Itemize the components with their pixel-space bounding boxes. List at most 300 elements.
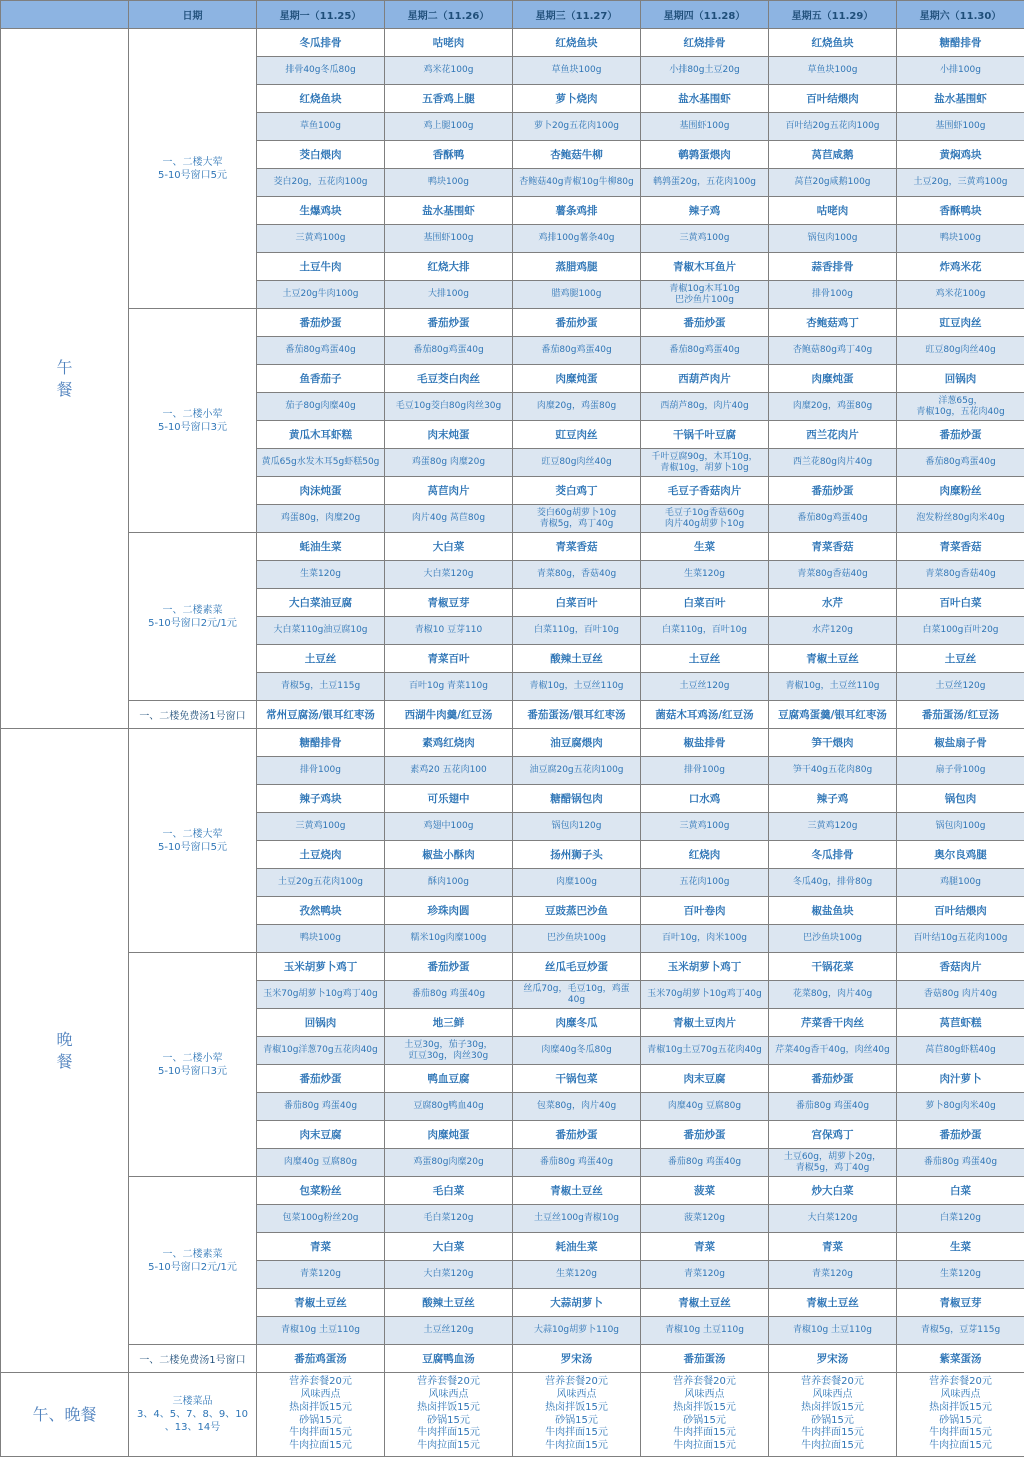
ingredient-line: 大白菜110g油豆腐10g: [257, 625, 384, 636]
section-label: [129, 729, 257, 953]
dish-name: 菠菜: [641, 1177, 769, 1205]
ingredient-cell: [641, 169, 769, 197]
section-label-line: 、13、14号: [129, 1421, 256, 1434]
ingredient-cell: [385, 57, 513, 85]
ingredient-line: 鸡排100g薯条40g: [513, 233, 640, 244]
dish-name: 玉米胡萝卜鸡丁: [641, 953, 769, 981]
section-label-line: 3、4、5、7、8、9、10: [129, 1408, 256, 1421]
dish-name: 萝卜烧肉: [513, 85, 641, 113]
dish-name: 生菜: [641, 533, 769, 561]
ingredient-cell: [897, 1261, 1024, 1289]
dish-name: 土豆丝: [257, 645, 385, 673]
dish-name: 青椒土豆丝: [769, 1289, 897, 1317]
dish-name: 鹌鹑蛋煨肉: [641, 141, 769, 169]
ingredient-cell: [769, 757, 897, 785]
ingredient-cell: [641, 673, 769, 701]
dish-name: 蒜香排骨: [769, 253, 897, 281]
ingredient-cell: [257, 981, 385, 1009]
ingredient-cell: [513, 869, 641, 897]
ingredient-cell: [513, 981, 641, 1009]
dish-name: 口水鸡: [641, 785, 769, 813]
dish-name: 莴苣肉片: [385, 477, 513, 505]
set-menu-item: 营养套餐20元: [513, 1376, 640, 1389]
ingredient-line: 土豆20g牛肉100g: [257, 289, 384, 300]
ingredient-line: 五花肉100g: [641, 877, 768, 888]
ingredient-cell: [641, 1317, 769, 1345]
set-menu-item: 营养套餐20元: [385, 1376, 512, 1389]
ingredient-line: 豇豆80g肉丝40g: [513, 457, 640, 468]
ingredient-line: 大白菜120g: [385, 569, 512, 580]
ingredient-line: 玉米70g胡萝卜10g鸡丁40g: [641, 989, 768, 1000]
ingredient-line: 白菜100g百叶20g: [897, 625, 1024, 636]
dish-row: [1, 533, 1024, 561]
ingredient-cell: [385, 981, 513, 1009]
ingredient-line: 番茄80g鸡蛋40g: [769, 513, 896, 524]
ingredient-cell: [641, 281, 769, 309]
ingredient-line: 菠菜120g: [641, 1213, 768, 1224]
ingredient-cell: [385, 925, 513, 953]
dish-name: 糖醋锅包肉: [513, 785, 641, 813]
dish-name: 香菇肉片: [897, 953, 1024, 981]
ingredient-line: 三黄鸡120g: [769, 821, 896, 832]
dish-name: 青椒土豆丝: [769, 645, 897, 673]
ingredient-line: 土豆30g，茄子30g，: [385, 1040, 512, 1051]
ingredient-cell: [897, 505, 1024, 533]
ingredient-line: 基围虾100g: [385, 233, 512, 244]
ingredient-cell: [769, 981, 897, 1009]
combined-meal-label: 午、晚餐: [1, 1373, 129, 1457]
dish-name: 椒盐排骨: [641, 729, 769, 757]
ingredient-line: 西葫芦80g，肉片40g: [641, 401, 768, 412]
header-corner: [1, 1, 129, 29]
soup-row: [1, 701, 1024, 729]
dish-name: 番茄炒蛋: [641, 309, 769, 337]
ingredient-cell: [385, 505, 513, 533]
ingredient-line: 番茄80g 鸡蛋40g: [897, 1157, 1024, 1168]
ingredient-cell: [769, 1317, 897, 1345]
dish-name: 土豆牛肉: [257, 253, 385, 281]
dish-name: 奥尔良鸡腿: [897, 841, 1024, 869]
set-menu-item: 牛肉拌面15元: [897, 1427, 1024, 1440]
set-menu-item: 牛肉拌面15元: [385, 1427, 512, 1440]
ingredient-cell: [513, 169, 641, 197]
header-day: 星期六（11.30）: [897, 1, 1024, 29]
ingredient-line: 生菜120g: [257, 569, 384, 580]
ingredient-cell: [513, 1317, 641, 1345]
set-menu-item: 风味西点: [897, 1389, 1024, 1402]
dish-name: 盐水基围虾: [641, 85, 769, 113]
ingredient-cell: [513, 449, 641, 477]
ingredient-cell: [769, 281, 897, 309]
dish-name: 糖醋排骨: [257, 729, 385, 757]
dish-name: 蒸腊鸡腿: [513, 253, 641, 281]
set-menu-item: 牛肉拌面15元: [257, 1427, 384, 1440]
ingredient-cell: [513, 1149, 641, 1177]
ingredient-line: 糯米10g肉糜100g: [385, 933, 512, 944]
ingredient-line: 土豆丝100g青椒10g: [513, 1213, 640, 1224]
set-menu-item: 风味西点: [641, 1389, 768, 1402]
ingredient-cell: [897, 57, 1024, 85]
ingredient-line: 肉糜40g冬瓜80g: [513, 1045, 640, 1056]
dish-name: 白菜百叶: [641, 589, 769, 617]
ingredient-line: 锅包肉120g: [513, 821, 640, 832]
ingredient-line: 番茄80g鸡蛋40g: [385, 345, 512, 356]
meal-label-char: 晚: [1, 1029, 128, 1051]
ingredient-cell: [641, 757, 769, 785]
ingredient-cell: [257, 1261, 385, 1289]
ingredient-cell: [897, 281, 1024, 309]
ingredient-line: 鸡米花100g: [897, 289, 1024, 300]
dish-name: 番茄炒蛋: [257, 309, 385, 337]
dish-name: 锅包肉: [897, 785, 1024, 813]
ingredient-line: 番茄80g 鸡蛋40g: [769, 1101, 896, 1112]
ingredient-line: 青椒5g，鸡丁40g: [513, 519, 640, 530]
dish-name: 扬州狮子头: [513, 841, 641, 869]
ingredient-line: 土豆20g，三黄鸡100g: [897, 177, 1024, 188]
ingredient-line: 肉糜40g 豆腐80g: [641, 1101, 768, 1112]
section-label: [129, 533, 257, 701]
set-menu-item: 砂锅15元: [641, 1415, 768, 1428]
set-menu-cell: [513, 1373, 641, 1457]
dish-name: 番茄炒蛋: [513, 1121, 641, 1149]
dish-name: 西葫芦肉片: [641, 365, 769, 393]
dish-name: 青菜香菇: [769, 533, 897, 561]
dish-name: 珍珠肉圆: [385, 897, 513, 925]
dish-name: 椒盐鱼块: [769, 897, 897, 925]
ingredient-line: 土豆丝120g: [385, 1325, 512, 1336]
ingredient-cell: [769, 561, 897, 589]
ingredient-line: 萝卜80g肉米40g: [897, 1101, 1024, 1112]
dish-name: 肉糜炖蛋: [385, 1121, 513, 1149]
ingredient-line: 莴苣80g虾糕40g: [897, 1045, 1024, 1056]
dish-name: 百叶结煨肉: [897, 897, 1024, 925]
ingredient-cell: [641, 1149, 769, 1177]
dish-name: 红烧鱼块: [769, 29, 897, 57]
section-label-line: 一、二楼素菜: [129, 604, 256, 617]
ingredient-line: 鸡米花100g: [385, 65, 512, 76]
ingredient-line: 巴沙鱼块100g: [513, 933, 640, 944]
ingredient-line: 草鱼块100g: [769, 65, 896, 76]
set-menu-item: 牛肉拉面15元: [385, 1440, 512, 1453]
ingredient-cell: [257, 561, 385, 589]
ingredient-cell: [385, 449, 513, 477]
ingredient-line: 茄子80g肉糜40g: [257, 401, 384, 412]
ingredient-cell: [769, 225, 897, 253]
dish-name: 鸭血豆腐: [385, 1065, 513, 1093]
set-menu-item: 牛肉拉面15元: [769, 1440, 896, 1453]
soup-section-label: 一、二楼免费汤1号窗口: [129, 701, 257, 729]
ingredient-line: 毛白菜120g: [385, 1213, 512, 1224]
ingredient-cell: [897, 1149, 1024, 1177]
ingredient-cell: [897, 393, 1024, 421]
ingredient-cell: [513, 1261, 641, 1289]
set-menu-item: 牛肉拌面15元: [513, 1427, 640, 1440]
header-day: 星期三（11.27）: [513, 1, 641, 29]
ingredient-line: 水芹120g: [769, 625, 896, 636]
ingredient-line: 肉糜20g，鸡蛋80g: [769, 401, 896, 412]
dish-name: 玉米胡萝卜鸡丁: [257, 953, 385, 981]
ingredient-cell: [641, 393, 769, 421]
dish-name: 香酥鸭块: [897, 197, 1024, 225]
section-label-line: 5-10号窗口3元: [129, 421, 256, 434]
ingredient-line: 肉片40g 莴苣80g: [385, 513, 512, 524]
dish-name: 豆豉蒸巴沙鱼: [513, 897, 641, 925]
ingredient-cell: [513, 393, 641, 421]
dish-name: 盐水基围虾: [385, 197, 513, 225]
ingredient-line: 三黄鸡100g: [257, 821, 384, 832]
dish-name: 油豆腐煨肉: [513, 729, 641, 757]
dish-name: 红烧大排: [385, 253, 513, 281]
set-menu-item: 风味西点: [257, 1389, 384, 1402]
ingredient-cell: [513, 225, 641, 253]
dish-name: 大白菜: [385, 1233, 513, 1261]
dish-name: 酸辣土豆丝: [513, 645, 641, 673]
ingredient-line: 三黄鸡100g: [641, 233, 768, 244]
ingredient-cell: [769, 113, 897, 141]
ingredient-cell: [385, 225, 513, 253]
dish-name: 肉汁萝卜: [897, 1065, 1024, 1093]
ingredient-line: 青椒10g，土豆丝110g: [513, 681, 640, 692]
ingredient-cell: [769, 57, 897, 85]
ingredient-cell: [769, 337, 897, 365]
set-menu-item: 牛肉拉面15元: [897, 1440, 1024, 1453]
ingredient-line: 番茄80g 鸡蛋40g: [641, 1157, 768, 1168]
ingredient-cell: [897, 449, 1024, 477]
ingredient-line: 黄瓜65g水发木耳5g虾糕50g: [257, 457, 384, 468]
ingredient-cell: [897, 617, 1024, 645]
ingredient-cell: [641, 981, 769, 1009]
section-label-line: 一、二楼大荤: [129, 828, 256, 841]
set-menu-item: 营养套餐20元: [257, 1376, 384, 1389]
dish-name: 毛豆茭白肉丝: [385, 365, 513, 393]
ingredient-line: 杏鲍菇80g鸡丁40g: [769, 345, 896, 356]
dish-name: 豇豆肉丝: [513, 421, 641, 449]
dish-row: [1, 729, 1024, 757]
set-menu-item: 砂锅15元: [257, 1415, 384, 1428]
dish-name: 莴苣虾糕: [897, 1009, 1024, 1037]
section-label-line: 一、二楼小荤: [129, 1052, 256, 1065]
ingredient-line: 豆腐80g鸭血40g: [385, 1101, 512, 1112]
ingredient-cell: [897, 113, 1024, 141]
soup-name: 菌菇木耳鸡汤/红豆汤: [641, 701, 769, 729]
dish-name: 干锅花菜: [769, 953, 897, 981]
dish-name: 肉末豆腐: [641, 1065, 769, 1093]
header-day: 星期一（11.25）: [257, 1, 385, 29]
ingredient-line: 排骨100g: [257, 765, 384, 776]
section-label: [129, 953, 257, 1177]
section-label: [129, 29, 257, 309]
soup-name: 豆腐鸭血汤: [385, 1345, 513, 1373]
dish-name: 豇豆肉丝: [897, 309, 1024, 337]
dish-name: 青椒土豆丝: [513, 1177, 641, 1205]
ingredient-cell: [385, 1037, 513, 1065]
ingredient-line: 番茄80g鸡蛋40g: [257, 345, 384, 356]
soup-name: 西湖牛肉羹/红豆汤: [385, 701, 513, 729]
dish-name: 肉沫炖蛋: [257, 477, 385, 505]
ingredient-cell: [257, 225, 385, 253]
ingredient-line: 莴苣20g咸鹅100g: [769, 177, 896, 188]
ingredient-cell: [513, 1037, 641, 1065]
dish-name: 生菜: [897, 1233, 1024, 1261]
dish-name: 茭白鸡丁: [513, 477, 641, 505]
dish-name: 青菜: [769, 1233, 897, 1261]
ingredient-line: 三黄鸡100g: [641, 821, 768, 832]
dish-name: 红烧鱼块: [513, 29, 641, 57]
ingredient-line: 青椒5g，鸡丁40g: [769, 1163, 896, 1174]
ingredient-cell: [257, 57, 385, 85]
ingredient-cell: [257, 1093, 385, 1121]
set-menu-cell: [257, 1373, 385, 1457]
ingredient-line: 茭白20g，五花肉100g: [257, 177, 384, 188]
dish-name: 白菜百叶: [513, 589, 641, 617]
dish-name: 咕咾肉: [385, 29, 513, 57]
set-menu-item: 砂锅15元: [513, 1415, 640, 1428]
ingredient-line: 青菜80g香菇40g: [769, 569, 896, 580]
header-date-label: 日期: [129, 1, 257, 29]
ingredient-line: 排骨40g冬瓜80g: [257, 65, 384, 76]
ingredient-line: 大排100g: [385, 289, 512, 300]
ingredient-line: 番茄80g 鸡蛋40g: [257, 1101, 384, 1112]
ingredient-line: 萝卜20g五花肉100g: [513, 121, 640, 132]
dish-name: 番茄炒蛋: [897, 421, 1024, 449]
ingredient-line: 鸭块100g: [897, 233, 1024, 244]
combined-section-label: [129, 1373, 257, 1457]
ingredient-line: 基围虾100g: [897, 121, 1024, 132]
ingredient-cell: [513, 57, 641, 85]
ingredient-cell: [385, 869, 513, 897]
set-menu-item: 风味西点: [513, 1389, 640, 1402]
ingredient-cell: [257, 869, 385, 897]
dish-name: 椒盐扇子骨: [897, 729, 1024, 757]
ingredient-line: 百叶结20g五花肉100g: [769, 121, 896, 132]
ingredient-line: 番茄80g鸡蛋40g: [897, 457, 1024, 468]
ingredient-line: 丝瓜70g，毛豆10g，鸡蛋: [513, 984, 640, 995]
ingredient-line: 豇豆30g，肉丝30g: [385, 1051, 512, 1062]
ingredient-cell: [641, 113, 769, 141]
ingredient-cell: [385, 393, 513, 421]
dish-name: 笋干煨肉: [769, 729, 897, 757]
ingredient-line: 青菜80g香菇40g: [897, 569, 1024, 580]
ingredient-line: 番茄80g 鸡蛋40g: [513, 1157, 640, 1168]
ingredient-line: 毛豆子10g香菇60g: [641, 508, 768, 519]
dish-name: 辣子鸡块: [257, 785, 385, 813]
ingredient-line: 40g: [513, 995, 640, 1006]
header-day: 星期五（11.29）: [769, 1, 897, 29]
ingredient-cell: [513, 673, 641, 701]
ingredient-cell: [897, 673, 1024, 701]
ingredient-line: 鹌鹑蛋20g，五花肉100g: [641, 177, 768, 188]
set-menu-item: 风味西点: [385, 1389, 512, 1402]
dish-name: 青菜: [257, 1233, 385, 1261]
dish-name: 蚝油生菜: [257, 533, 385, 561]
ingredient-line: 包菜100g粉丝20g: [257, 1213, 384, 1224]
ingredient-cell: [257, 757, 385, 785]
ingredient-cell: [385, 617, 513, 645]
dish-name: 番茄炒蛋: [641, 1121, 769, 1149]
header-row: [1, 1, 1024, 29]
ingredient-cell: [769, 1093, 897, 1121]
dish-name: 糖醋排骨: [897, 29, 1024, 57]
ingredient-cell: [769, 1149, 897, 1177]
dish-name: 百叶卷肉: [641, 897, 769, 925]
ingredient-cell: [385, 169, 513, 197]
ingredient-cell: [897, 1317, 1024, 1345]
dish-name: 大蒜胡萝卜: [513, 1289, 641, 1317]
ingredient-line: 扇子骨100g: [897, 765, 1024, 776]
ingredient-cell: [897, 757, 1024, 785]
ingredient-cell: [641, 1037, 769, 1065]
ingredient-line: 土豆20g五花肉100g: [257, 877, 384, 888]
ingredient-cell: [513, 281, 641, 309]
ingredient-cell: [897, 981, 1024, 1009]
ingredient-cell: [385, 561, 513, 589]
section-label-line: 5-10号窗口5元: [129, 841, 256, 854]
section-label-line: 一、二楼小荤: [129, 408, 256, 421]
ingredient-cell: [257, 505, 385, 533]
dish-name: 白菜: [897, 1177, 1024, 1205]
ingredient-line: 肉片40g胡萝卜10g: [641, 519, 768, 530]
ingredient-line: 草鱼块100g: [513, 65, 640, 76]
ingredient-cell: [257, 393, 385, 421]
ingredient-line: 百叶10g，肉米100g: [641, 933, 768, 944]
section-label-line: 5-10号窗口3元: [129, 1065, 256, 1078]
ingredient-cell: [257, 449, 385, 477]
ingredient-line: 番茄80g鸡蛋40g: [641, 345, 768, 356]
ingredient-cell: [641, 505, 769, 533]
set-menu-item: 热卤拌饭15元: [641, 1402, 768, 1415]
ingredient-cell: [641, 925, 769, 953]
dish-name: 青菜香菇: [897, 533, 1024, 561]
ingredient-line: 草鱼100g: [257, 121, 384, 132]
soup-name: 常州豆腐汤/银耳红枣汤: [257, 701, 385, 729]
ingredient-line: 青菜120g: [769, 1269, 896, 1280]
combined-row: [1, 1373, 1024, 1457]
ingredient-line: 生菜120g: [513, 1269, 640, 1280]
dish-name: 青椒土豆丝: [641, 1289, 769, 1317]
ingredient-cell: [513, 813, 641, 841]
ingredient-cell: [897, 925, 1024, 953]
ingredient-line: 大白菜120g: [385, 1269, 512, 1280]
section-label-line: 5-10号窗口2元/1元: [129, 1261, 256, 1274]
ingredient-cell: [257, 337, 385, 365]
ingredient-line: 油豆腐20g五花肉100g: [513, 765, 640, 776]
meal-label-char: 餐: [1, 1051, 128, 1073]
section-label-line: 三楼菜品: [129, 1395, 256, 1408]
ingredient-cell: [897, 561, 1024, 589]
dish-name: 回锅肉: [897, 365, 1024, 393]
header-day: 星期四（11.28）: [641, 1, 769, 29]
ingredient-line: 番茄80g鸡蛋40g: [513, 345, 640, 356]
ingredient-line: 杏鲍菇40g青椒10g牛柳80g: [513, 177, 640, 188]
ingredient-line: 生菜120g: [641, 569, 768, 580]
ingredient-cell: [769, 505, 897, 533]
ingredient-line: 青菜120g: [641, 1269, 768, 1280]
dish-name: 肉糜炖蛋: [513, 365, 641, 393]
ingredient-cell: [897, 337, 1024, 365]
ingredient-line: 基围虾100g: [641, 121, 768, 132]
ingredient-line: 巴沙鱼片100g: [641, 295, 768, 306]
ingredient-cell: [769, 869, 897, 897]
ingredient-line: 大蒜10g胡萝卜110g: [513, 1325, 640, 1336]
dish-name: 番茄炒蛋: [769, 477, 897, 505]
dish-name: 百叶结煨肉: [769, 85, 897, 113]
dish-name: 茭白煨肉: [257, 141, 385, 169]
ingredient-line: 大白菜120g: [769, 1213, 896, 1224]
dish-name: 土豆丝: [897, 645, 1024, 673]
dish-row: [1, 309, 1024, 337]
ingredient-cell: [385, 1149, 513, 1177]
dish-name: 黄瓜木耳虾糕: [257, 421, 385, 449]
